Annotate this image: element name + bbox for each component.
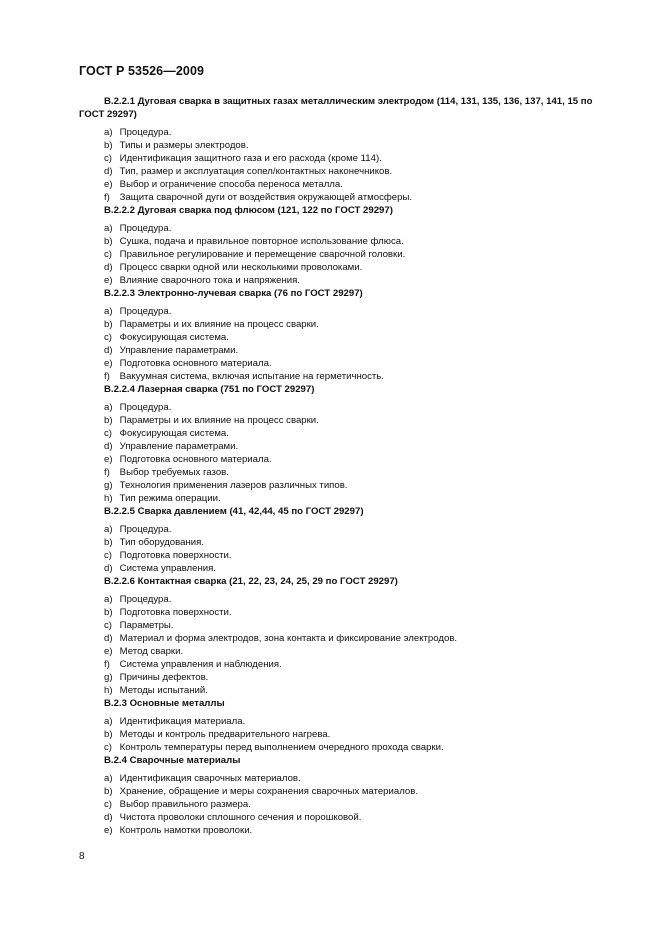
- list-item-text: Материал и форма электродов, зона контакта и фиксирование электродов.: [119, 633, 458, 644]
- list-item-text: Защита сварочной дуги от воздействия окружающей атмосферы.: [119, 192, 413, 203]
- list-marker: f): [104, 467, 110, 478]
- list-item-text: Процедура.: [119, 223, 172, 234]
- list-item-text: Методы и контроль предварительного нагрева.: [119, 729, 331, 740]
- section-b-2-2-6: [79, 575, 619, 697]
- list-item: [79, 658, 619, 671]
- section-title: В.2.3 Основные металлы: [104, 698, 225, 709]
- list-item: [79, 684, 619, 697]
- list-marker: d): [104, 262, 113, 273]
- list-item-text: Вакуумная система, включая испытание на герметичность.: [119, 371, 384, 382]
- document-header: ГОСТ Р 53526—2009: [79, 64, 205, 78]
- list-item-text: Параметры и их влияние на процесс сварки.: [119, 415, 319, 426]
- list-item: [79, 165, 619, 178]
- list-item: [79, 178, 619, 191]
- list-marker: a): [104, 306, 113, 317]
- list-item: [79, 536, 619, 549]
- list-item-text: Подготовка поверхности.: [119, 550, 232, 561]
- list-marker: c): [104, 249, 112, 260]
- list-marker: e): [104, 358, 113, 369]
- section-title: В.2.2.2 Дуговая сварка под флюсом (121, 122 по ГОСТ 29297): [104, 205, 393, 216]
- list-marker: f): [104, 371, 110, 382]
- list-marker: e): [104, 825, 113, 836]
- section-title: В.2.2.3 Электронно-лучевая сварка (76 по ГОСТ 29297): [104, 288, 363, 299]
- list-item-text: Метод сварки.: [119, 646, 184, 657]
- list-item: [79, 798, 619, 811]
- list-item-text: Тип оборудования.: [119, 537, 204, 548]
- list-item: [79, 728, 619, 741]
- list-marker: b): [104, 729, 113, 740]
- list-item-text: Выбор требуемых газов.: [119, 467, 229, 478]
- list-marker: h): [104, 685, 113, 696]
- list-marker: c): [104, 153, 112, 164]
- list-item: [79, 671, 619, 684]
- list-marker: d): [104, 563, 113, 574]
- list-marker: c): [104, 620, 112, 631]
- list-item-text: Управление параметрами.: [119, 441, 239, 452]
- list-item-text: Процедура.: [119, 402, 172, 413]
- list-item: [79, 261, 619, 274]
- list-item: [79, 453, 619, 466]
- list-item: [79, 401, 619, 414]
- list-marker: a): [104, 524, 113, 535]
- list-marker: b): [104, 415, 113, 426]
- list-item: [79, 440, 619, 453]
- list-marker: a): [104, 127, 113, 138]
- list-item: [79, 427, 619, 440]
- list-marker: e): [104, 179, 113, 190]
- list-marker: a): [104, 223, 113, 234]
- list-item-text: Тип, размер и эксплуатация сопел/контактных наконечников.: [119, 166, 393, 177]
- list-item-text: Подготовка основного материала.: [119, 454, 272, 465]
- list-item: [79, 248, 619, 261]
- list-item: [79, 523, 619, 536]
- list-item-text: Подготовка основного материала.: [119, 358, 272, 369]
- list-marker: e): [104, 454, 113, 465]
- list-marker: c): [104, 428, 112, 439]
- list-item-text: Процедура.: [119, 127, 172, 138]
- list-item: [79, 152, 619, 165]
- list-marker: d): [104, 166, 113, 177]
- list-item-text: Система управления и наблюдения.: [119, 659, 282, 670]
- list-item-text: Процедура.: [119, 594, 172, 605]
- list-marker: h): [104, 493, 113, 504]
- list-item: [79, 492, 619, 505]
- list-item-text: Методы испытаний.: [119, 685, 208, 696]
- list-item-text: Параметры и их влияние на процесс сварки.: [119, 319, 319, 330]
- list-marker: e): [104, 646, 113, 657]
- list-marker: a): [104, 716, 113, 727]
- list-item: [79, 357, 619, 370]
- list-item: [79, 318, 619, 331]
- list-item-text: Процедура.: [119, 524, 172, 535]
- list-marker: d): [104, 441, 113, 452]
- list-marker: b): [104, 140, 113, 151]
- list-marker: a): [104, 773, 113, 784]
- list-marker: d): [104, 345, 113, 356]
- list-marker: c): [104, 332, 112, 343]
- list-item-text: Тип режима операции.: [119, 493, 221, 504]
- document-body: [79, 95, 619, 837]
- section-b-2-2-3: [79, 287, 619, 383]
- section-title: В.2.2.5 Сварка давлением (41, 42,44, 45 по ГОСТ 29297): [104, 506, 364, 517]
- section-title: В.2.4 Сварочные материалы: [104, 755, 241, 766]
- list-marker: f): [104, 192, 110, 203]
- list-item-text: Фокусирующая система.: [119, 428, 229, 439]
- section-title: В.2.2.6 Контактная сварка (21, 22, 23, 24, 25, 29 по ГОСТ 29297): [104, 576, 398, 587]
- list-item-text: Идентификация сварочных материалов.: [119, 773, 301, 784]
- list-item-text: Идентификация защитного газа и его расхода (кроме 114).: [119, 153, 382, 164]
- list-item: [79, 785, 619, 798]
- list-item-text: Идентификация материала.: [119, 716, 246, 727]
- list-item-text: Влияние сварочного тока и напряжения.: [119, 275, 300, 286]
- list-item: [79, 606, 619, 619]
- list-marker: d): [104, 633, 113, 644]
- list-item: [79, 191, 619, 204]
- list-item: [79, 479, 619, 492]
- list-item-text: Фокусирующая система.: [119, 332, 229, 343]
- list-item-text: Правильное регулирование и перемещение сварочной головки.: [119, 249, 406, 260]
- list-marker: c): [104, 742, 112, 753]
- list-item-text: Контроль температуры перед выполнением очередного прохода сварки.: [119, 742, 444, 753]
- list-marker: b): [104, 537, 113, 548]
- list-item-text: Сушка, подача и правильное повторное использование флюса.: [119, 236, 404, 247]
- list-item-text: Хранение, обращение и меры сохранения сварочных материалов.: [119, 786, 418, 797]
- list-marker: b): [104, 236, 113, 247]
- list-item: [79, 715, 619, 728]
- list-item: [79, 562, 619, 575]
- list-marker: g): [104, 480, 113, 491]
- list-item-text: Параметры.: [119, 620, 174, 631]
- list-item-text: Причины дефектов.: [119, 672, 209, 683]
- list-item: [79, 370, 619, 383]
- list-item: [79, 344, 619, 357]
- list-marker: c): [104, 550, 112, 561]
- list-item-text: Выбор правильного размера.: [119, 799, 251, 810]
- section-b-2-2-5: [79, 505, 619, 575]
- list-item-text: Процедура.: [119, 306, 172, 317]
- list-item-text: Типы и размеры электродов.: [119, 140, 249, 151]
- list-item: [79, 414, 619, 427]
- section-b-2-3: [79, 697, 619, 754]
- list-item-text: Управление параметрами.: [119, 345, 239, 356]
- list-item: [79, 466, 619, 479]
- list-item: [79, 824, 619, 837]
- list-item: [79, 593, 619, 606]
- list-item-text: Чистота проволоки сплошного сечения и порошковой.: [119, 812, 362, 823]
- list-marker: g): [104, 672, 113, 683]
- list-item: [79, 619, 619, 632]
- list-marker: f): [104, 659, 110, 670]
- list-marker: a): [104, 594, 113, 605]
- list-item: [79, 331, 619, 344]
- list-item: [79, 811, 619, 824]
- list-marker: b): [104, 786, 113, 797]
- list-item: [79, 235, 619, 248]
- list-item-text: Подготовка поверхности.: [119, 607, 232, 618]
- list-marker: a): [104, 402, 113, 413]
- list-item: [79, 549, 619, 562]
- list-marker: e): [104, 275, 113, 286]
- list-item-text: Контроль намотки проволоки.: [119, 825, 253, 836]
- list-item: [79, 139, 619, 152]
- list-marker: d): [104, 812, 113, 823]
- list-item: [79, 126, 619, 139]
- list-marker: b): [104, 319, 113, 330]
- section-b-2-2-4: [79, 383, 619, 505]
- list-item: [79, 222, 619, 235]
- list-marker: c): [104, 799, 112, 810]
- section-b-2-2-1: [79, 95, 619, 204]
- list-marker: b): [104, 607, 113, 618]
- list-item: [79, 645, 619, 658]
- list-item: [79, 305, 619, 318]
- list-item: [79, 772, 619, 785]
- list-item: [79, 741, 619, 754]
- section-b-2-4: [79, 754, 619, 837]
- list-item-text: Процесс сварки одной или несколькими проволоками.: [119, 262, 363, 273]
- page-number: 8: [79, 851, 85, 862]
- section-title: В.2.2.4 Лазерная сварка (751 по ГОСТ 29297): [104, 384, 315, 395]
- list-item-text: Выбор и ограничение способа переноса металла.: [119, 179, 343, 190]
- section-b-2-2-2: [79, 204, 619, 287]
- list-item: [79, 632, 619, 645]
- list-item: [79, 274, 619, 287]
- list-item-text: Система управления.: [119, 563, 216, 574]
- list-item-text: Технология применения лазеров различных типов.: [119, 480, 348, 491]
- section-title: В.2.2.1 Дуговая сварка в защитных газах металлическим электродом (114, 131, 135, 136, 137, 141, 15 по ГОСТ 29297): [79, 96, 593, 120]
